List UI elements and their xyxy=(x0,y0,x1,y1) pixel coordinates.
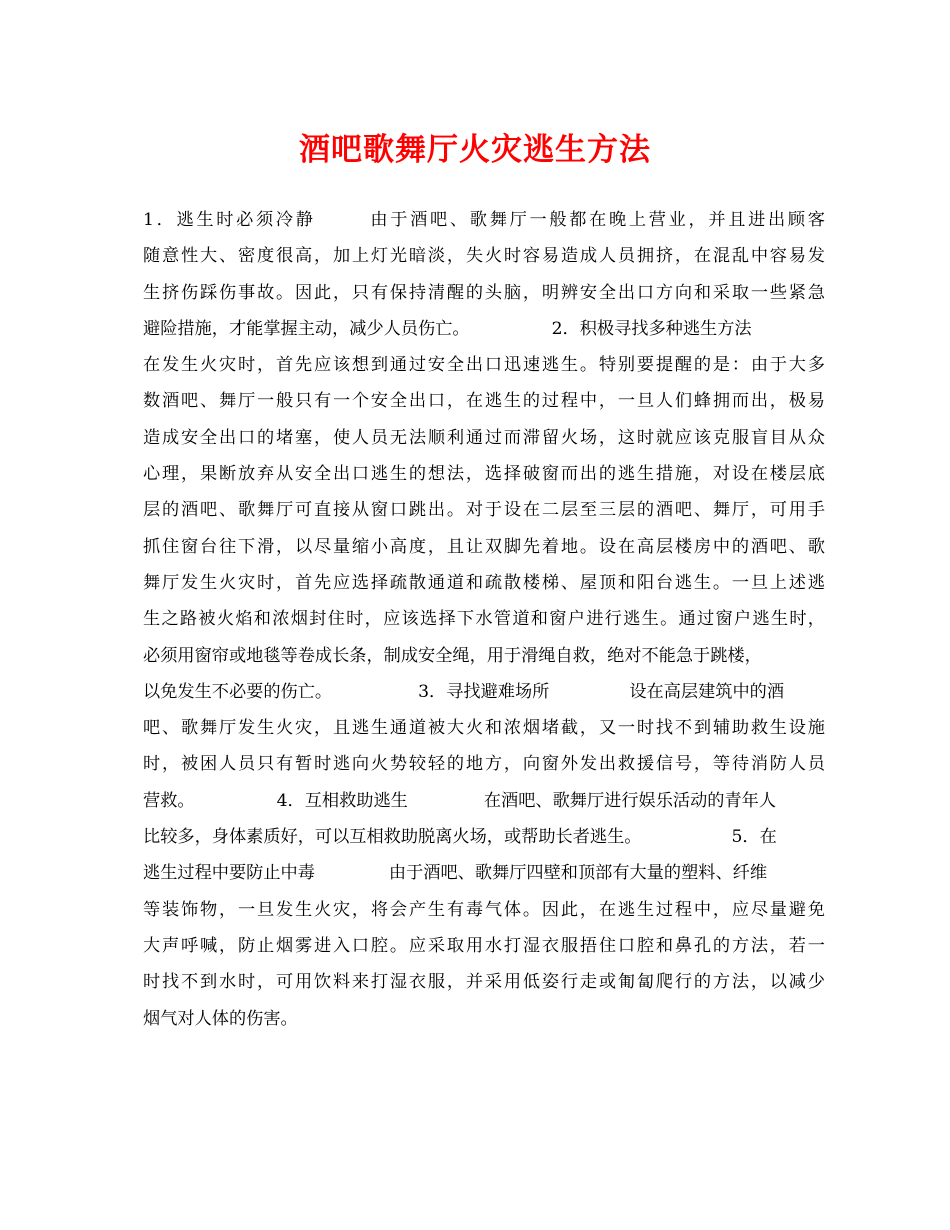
body-line: 避险措施，才能掌握主动，减少人员伤亡。 2．积极寻找多种逃生方法 xyxy=(143,318,752,339)
body-line: 大声呼喊，防止烟雾进入口腔。应采取用水打湿衣服捂住口腔和鼻孔的方法，若一 xyxy=(143,935,825,956)
body-line: 随意性大、密度很高，加上灯光暗淡，失火时容易造成人员拥挤，在混乱中容易发 xyxy=(143,246,825,267)
body-line: 数酒吧、舞厅一般只有一个安全出口，在逃生的过程中，一旦人们蜂拥而出，极易 xyxy=(143,391,825,412)
body-line: 在发生火灾时，首先应该想到通过安全出口迅速逃生。特别要提醒的是：由于大多 xyxy=(143,355,825,376)
document-body xyxy=(143,202,825,1037)
body-line: 烟气对人体的伤害。 xyxy=(143,1008,298,1029)
body-line: 吧、歌舞厅发生火灾，且逃生通道被大火和浓烟堵截，又一时找不到辅助救生设施 xyxy=(143,718,825,739)
body-line: 必须用窗帘或地毯等卷成长条，制成安全绳，用于滑绳自救，绝对不能急于跳楼， xyxy=(143,645,762,666)
body-line: 比较多，身体素质好，可以互相救助脱离火场，或帮助长者逃生。 5．在 xyxy=(143,827,777,848)
body-line: 生挤伤踩伤事故。因此，只有保持清醒的头脑，明辨安全出口方向和采取一些紧急 xyxy=(143,282,825,303)
body-line: 抓住窗台往下滑，以尽量缩小高度，且让双脚先着地。设在高层楼房中的酒吧、歌 xyxy=(143,536,825,557)
body-line: 以免发生不必要的伤亡。 3．寻找避难场所 设在高层建筑中的酒 xyxy=(143,681,785,702)
body-line: 1．逃生时必须冷静 由于酒吧、歌舞厅一般都在晚上营业，并且进出顾客 xyxy=(143,210,825,230)
document-title: 酒吧歌舞厅火灾逃生方法 xyxy=(299,132,651,168)
body-line: 时找不到水时，可用饮料来打湿衣服，并采用低姿行走或匍匐爬行的方法，以减少 xyxy=(143,972,825,993)
body-line: 造成安全出口的堵塞，使人员无法顺利通过而滞留火场，这时就应该克服盲目从众 xyxy=(143,427,825,448)
body-line: 时，被困人员只有暂时逃向火势较轻的地方，向窗外发出救援信号，等待消防人员 xyxy=(143,754,825,775)
body-line: 逃生过程中要防止中毒 由于酒吧、歌舞厅四壁和顶部有大量的塑料、纤维 xyxy=(143,863,768,884)
body-line: 生之路被火焰和浓烟封住时，应该选择下水管道和窗户进行逃生。通过窗户逃生时， xyxy=(143,609,825,630)
body-line: 层的酒吧、歌舞厅可直接从窗口跳出。对于设在二层至三层的酒吧、舞厅，可用手 xyxy=(143,500,825,521)
body-line: 等装饰物，一旦发生火灾，将会产生有毒气体。因此，在逃生过程中，应尽量避免 xyxy=(143,899,825,920)
body-line: 营救。 4．互相救助逃生 在酒吧、歌舞厅进行娱乐活动的青年人 xyxy=(143,790,777,811)
body-line: 心理，果断放弃从安全出口逃生的想法，选择破窗而出的逃生措施，对设在楼层底 xyxy=(143,464,825,485)
body-line: 舞厅发生火灾时，首先应选择疏散通道和疏散楼梯、屋顶和阳台逃生。一旦上述逃 xyxy=(143,572,825,593)
